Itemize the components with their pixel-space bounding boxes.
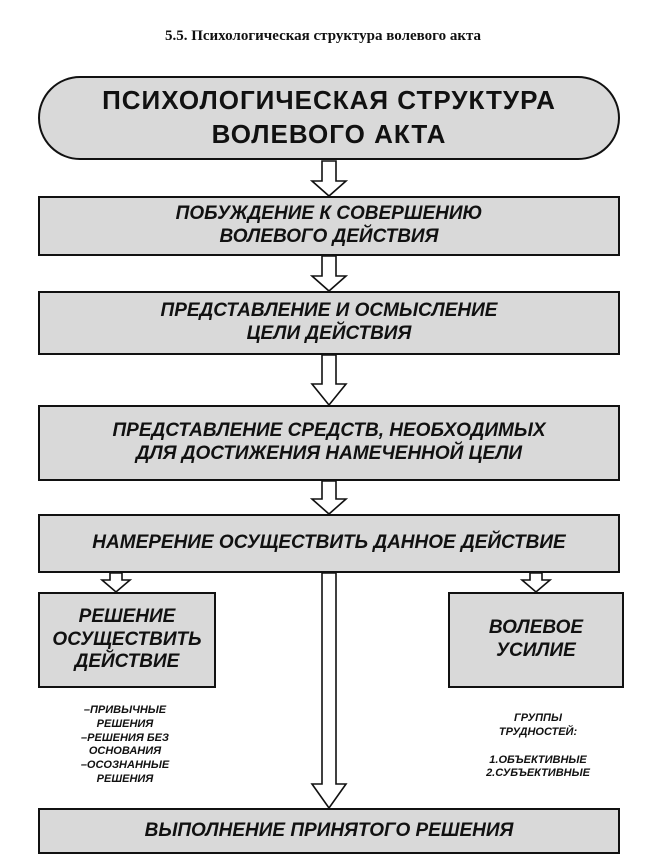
final-execution-label: ВЫПОЛНЕНИЕ ПРИНЯТОГО РЕШЕНИЯ	[144, 819, 514, 841]
effort-note: 1.ОБЪЕКТИВНЫЕ	[489, 753, 587, 766]
arrow-step1-to-step2	[312, 256, 346, 291]
diagram-title-box	[38, 76, 620, 160]
section-heading: 5.5. Психологическая структура волевого акта	[164, 28, 482, 44]
decision-note: –РЕШЕНИЯ БЕЗ	[81, 731, 169, 744]
decision-line1: РЕШЕНИЕ	[78, 605, 176, 627]
decision-types-list	[50, 704, 200, 787]
step-motivation-box	[38, 196, 620, 256]
arrow-step4-to-effort	[522, 573, 550, 592]
step-means-line2: ДЛЯ ДОСТИЖЕНИЯ НАМЕЧЕННОЙ ЦЕЛИ	[135, 443, 523, 464]
step-means-line1: ПРЕДСТАВЛЕНИЕ СРЕДСТВ, НЕОБХОДИМЫХ	[112, 420, 546, 442]
difficulty-groups-list	[458, 712, 618, 781]
arrow-step4-to-final	[312, 573, 346, 808]
diagram-title-line2: ВОЛЕВОГО АКТА	[211, 119, 447, 149]
step-motivation-line1: ПОБУЖДЕНИЕ К СОВЕРШЕНИЮ	[175, 203, 483, 225]
step-intention-label: НАМЕРЕНИЕ ОСУЩЕСТВИТЬ ДАННОЕ ДЕЙСТВИЕ	[92, 532, 566, 554]
volitional-effort-box	[448, 592, 624, 688]
decision-box	[38, 592, 216, 688]
arrow-step2-to-step3	[312, 355, 346, 405]
step-goal-line1: ПРЕДСТАВЛЕНИЕ И ОСМЫСЛЕНИЕ	[160, 300, 498, 322]
step-goal-line2: ЦЕЛИ ДЕЙСТВИЯ	[246, 323, 412, 344]
decision-line2: ОСУЩЕСТВИТЬ	[52, 628, 202, 650]
decision-note: –ПРИВЫЧНЫЕ	[83, 704, 167, 716]
arrow-step3-to-step4	[312, 481, 346, 514]
decision-line3: ДЕЙСТВИЕ	[74, 651, 180, 673]
effort-line2: УСИЛИЕ	[496, 640, 576, 661]
effort-line1: ВОЛЕВОЕ	[488, 617, 584, 639]
decision-note: РЕШЕНИЯ	[96, 772, 154, 785]
arrow-step4-to-decision	[102, 573, 130, 592]
effort-note: ТРУДНОСТЕЙ:	[498, 725, 578, 738]
effort-note: ГРУППЫ	[514, 712, 562, 724]
decision-note: РЕШЕНИЯ	[96, 717, 154, 730]
step-means-box	[38, 405, 620, 481]
step-motivation-line2: ВОЛЕВОГО ДЕЙСТВИЯ	[219, 226, 439, 247]
decision-note: ОСНОВАНИЯ	[88, 745, 162, 758]
final-execution-box	[38, 808, 620, 854]
arrow-title-to-step1	[312, 161, 346, 196]
step-goal-box	[38, 291, 620, 355]
effort-note: 2.СУБЪЕКТИВНЫЕ	[486, 767, 590, 780]
diagram-title-line1: ПСИХОЛОГИЧЕСКАЯ СТРУКТУРА	[102, 85, 556, 116]
decision-note: –ОСОЗНАННЫЕ	[80, 759, 170, 771]
step-intention-box	[38, 514, 620, 573]
